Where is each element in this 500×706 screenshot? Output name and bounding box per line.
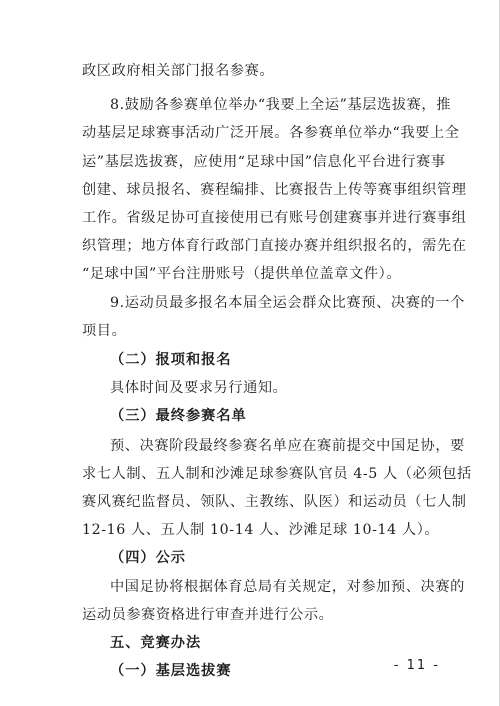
body-text-line: 政区政府相关部门报名参赛。 — [82, 63, 275, 79]
body-text-line: 求七人制、五人制和沙滩足球参赛队官员 4-5 人（必须包括 — [82, 466, 472, 482]
body-text-line: 织管理；地方体育行政部门直接办赛并组织报名的，需先在 — [82, 238, 467, 254]
body-text-line: 运动员参赛资格进行审查并进行公示。 — [82, 607, 334, 623]
section-heading: （一）基层选拔赛 — [110, 663, 232, 679]
body-text-line: 创建、球员报名、赛程编排、比赛报告上传等赛事组织管理 — [82, 182, 467, 198]
section-heading: （四）公示 — [110, 550, 186, 566]
body-text-line: “足球中国”平台注册账号（提供单位盖章文件）。 — [82, 266, 402, 282]
body-text-line: 8.鼓励各参赛单位举办“我要上全运”基层选拔赛，推 — [110, 97, 451, 113]
chapter-heading: 五、竞赛办法 — [110, 635, 202, 651]
body-text-line: 动基层足球赛事活动广泛开展。各参赛单位举办“我要上全 — [82, 125, 460, 141]
body-text-line: 9.运动员最多报名本届全运会群众比赛预、决赛的一个 — [110, 295, 465, 311]
body-text-line: 预、决赛阶段最终参赛名单应在赛前提交中国足协，要 — [110, 438, 465, 454]
body-text-line: 运”基层选拔赛，应使用“足球中国”信息化平台进行赛事 — [82, 154, 446, 170]
body-text-line: 工作。省级足协可直接使用已有账号创建赛事并进行赛事组 — [82, 210, 467, 226]
body-text-line: 赛风赛纪监督员、领队、主教练、队医）和运动员（七人制 — [82, 494, 467, 510]
page-number: - 11 - — [393, 658, 440, 673]
body-text-line: 中国足协将根据体育总局有关规定，对参加预、决赛的 — [110, 579, 465, 595]
body-text-line: 项目。 — [82, 323, 127, 339]
section-heading: （三）最终参赛名单 — [110, 408, 247, 424]
body-text-line: 具体时间及要求另行通知。 — [110, 380, 288, 396]
body-text-line: 12-16 人、五人制 10-14 人、沙滩足球 10-14 人）。 — [82, 522, 440, 538]
section-heading: （二）报项和报名 — [110, 352, 232, 368]
